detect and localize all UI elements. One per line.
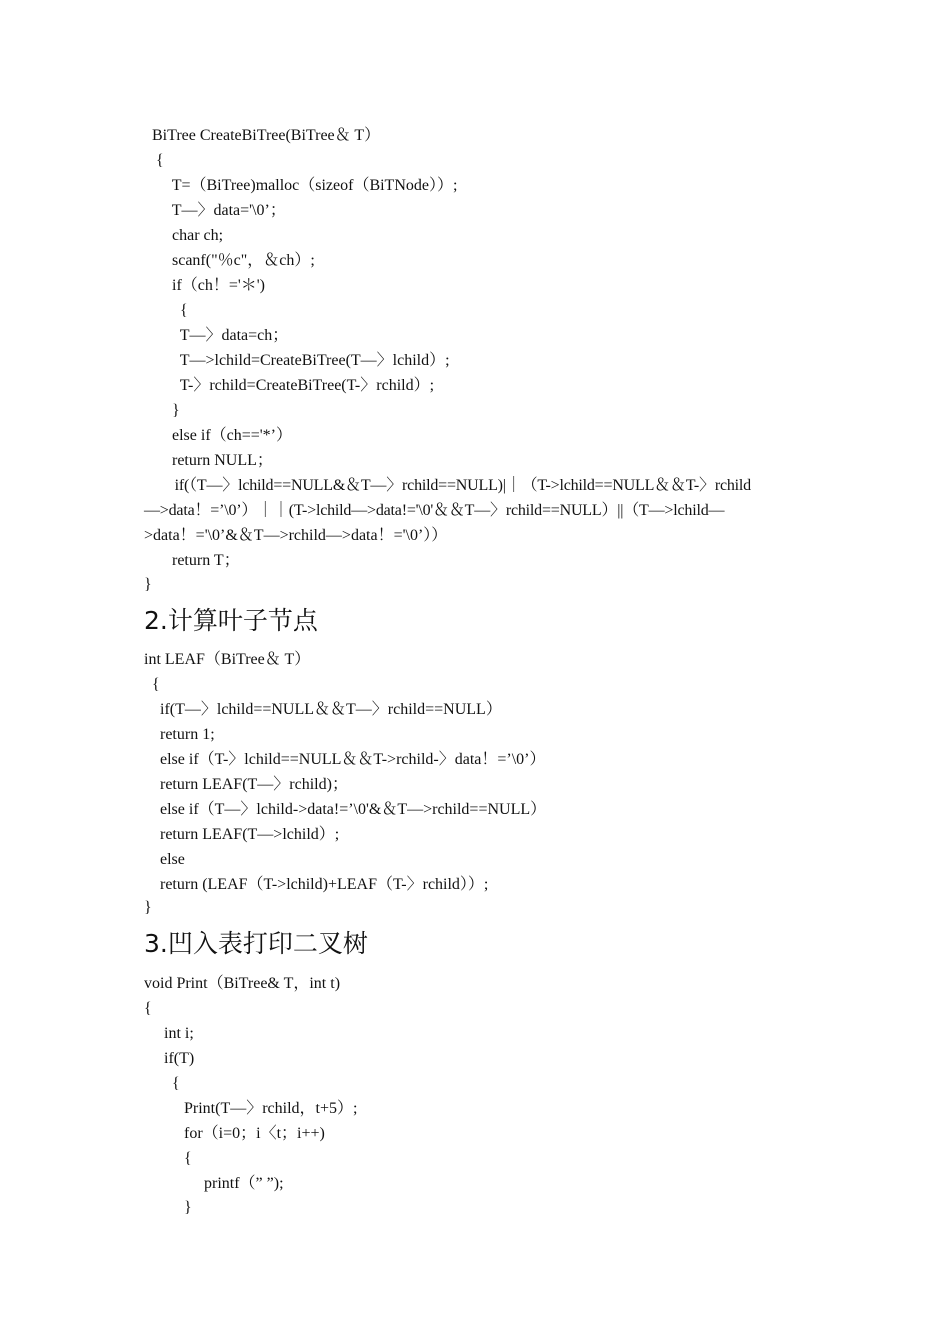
code-line: else if（T—〉lchild->data!=’\0'&＆T—>rchild==NULL） <box>144 801 547 818</box>
code-line: —>data！=’\0’）｜｜(T->lchild—>data!='\0'＆＆T—〉rchild==NULL）||（T—>lchild— <box>144 502 725 519</box>
code-line: if(（T—〉lchild==NULL&＆T—〉rchild==NULL)|｜（T->lchild==NULL＆＆T-〉rchild <box>148 477 751 494</box>
code-line: } <box>148 402 180 419</box>
code-line: if（ch！='＊') <box>148 277 265 294</box>
code-line: } <box>144 899 152 916</box>
code-line: { <box>144 676 160 693</box>
code-line: int i; <box>144 1025 194 1042</box>
code-line: return (LEAF（T->lchild)+LEAF（T-〉rchild））; <box>144 876 489 893</box>
code-line: char ch; <box>148 227 224 244</box>
code-line: T—〉data='\0’； <box>148 202 286 219</box>
section-heading-leaf-count: 2.计算叶子节点 <box>144 606 318 635</box>
code-line: T—>lchild=CreateBiTree(T—〉lchild）; <box>148 352 450 369</box>
code-line: { <box>148 152 164 169</box>
code-line: } <box>144 1199 192 1216</box>
code-line: printf（” ”); <box>144 1175 284 1192</box>
code-line: T-〉rchild=CreateBiTree(T-〉rchild）; <box>148 377 435 394</box>
code-line: scanf("％c"，＆ch）; <box>148 252 315 269</box>
code-line: Print(T—〉rchild，t+5）; <box>144 1100 358 1117</box>
code-line: return NULL； <box>148 452 273 469</box>
code-line: { <box>144 1150 192 1167</box>
code-line: >data！='\0’&＆T—>rchild—>data！='\0’）） <box>144 527 448 544</box>
code-line: void Print（BiTree& T，int t) <box>144 975 341 992</box>
code-line: else if（T-〉lchild==NULL＆＆T->rchild-〉data！=’\0’） <box>144 751 546 768</box>
code-line: { <box>144 1000 152 1017</box>
code-line: return LEAF(T—〉rchild)； <box>144 776 348 793</box>
code-line: return 1; <box>144 726 215 743</box>
code-line: { <box>144 1075 180 1092</box>
section-heading-print-tree: 3.凹入表打印二叉树 <box>144 929 368 958</box>
code-line: else <box>144 851 185 868</box>
code-line: T—〉data=ch； <box>148 327 289 344</box>
code-line: else if（ch=='*’） <box>148 427 293 444</box>
code-line: if(T—〉lchild==NULL＆＆T—〉rchild==NULL） <box>144 701 502 718</box>
code-line: { <box>148 302 188 319</box>
code-line: return LEAF(T—>lchild）; <box>144 826 340 843</box>
code-line: int LEAF（BiTree＆ T） <box>144 651 311 668</box>
code-line: if(T) <box>144 1050 195 1067</box>
code-line: } <box>144 576 152 593</box>
code-line: T=（BiTree)malloc（sizeof（BiTNode））; <box>148 177 458 194</box>
code-line: BiTree CreateBiTree(BiTree＆ T） <box>148 127 381 144</box>
code-line: for（i=0；i〈t；i++) <box>144 1125 325 1142</box>
code-line: return T； <box>148 552 240 569</box>
